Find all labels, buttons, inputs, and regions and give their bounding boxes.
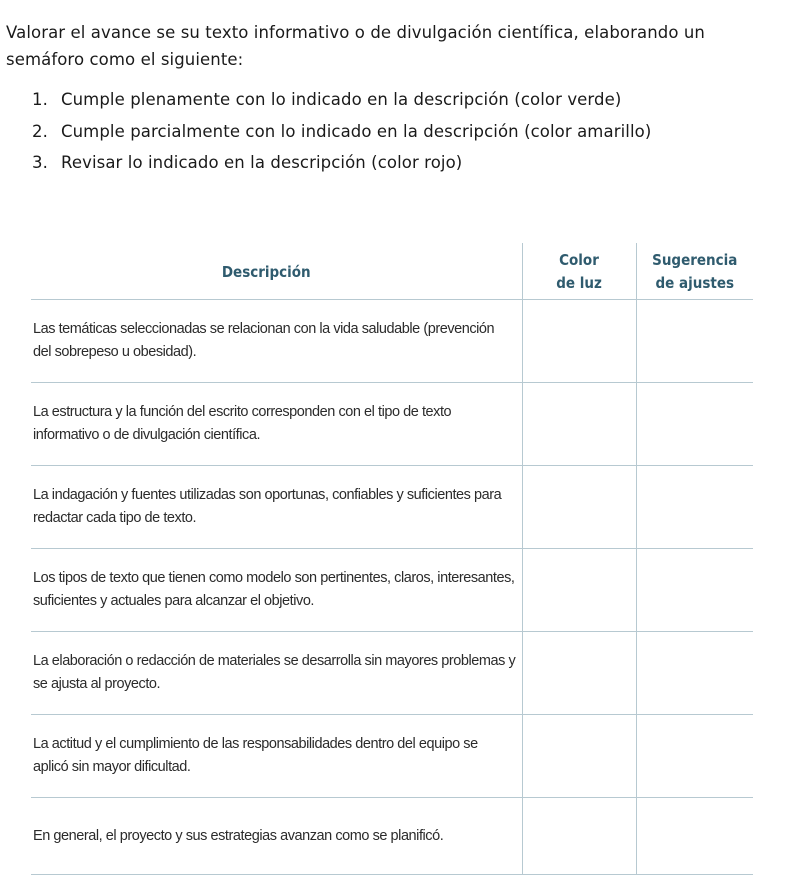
table-row bbox=[31, 383, 753, 466]
color-cell[interactable] bbox=[522, 466, 636, 549]
header-description: Descripción bbox=[31, 243, 522, 300]
rubric-table bbox=[31, 243, 753, 875]
row-description: En general, el proyecto y sus estrategias avanzan como se planificó. bbox=[31, 798, 522, 875]
row-description: Los tipos de texto que tienen como modelo son pertinentes, claros, interesantes, suficientes y actuales para alcanzar el objetivo. bbox=[31, 549, 522, 632]
criteria-item bbox=[6, 116, 786, 148]
suggestion-cell[interactable] bbox=[636, 383, 753, 466]
table-row bbox=[31, 549, 753, 632]
table-row bbox=[31, 300, 753, 383]
color-cell[interactable] bbox=[522, 715, 636, 798]
suggestion-cell[interactable] bbox=[636, 466, 753, 549]
criteria-number: 2. bbox=[32, 121, 48, 141]
row-description: La actitud y el cumplimiento de las responsabilidades dentro del equipo se aplicó sin mayor dificultad. bbox=[31, 715, 522, 798]
table-row bbox=[31, 715, 753, 798]
suggestion-cell[interactable] bbox=[636, 798, 753, 875]
criteria-number: 1. bbox=[32, 90, 48, 109]
color-cell[interactable] bbox=[522, 798, 636, 875]
color-cell[interactable] bbox=[522, 549, 636, 632]
row-description: La elaboración o redacción de materiales se desarrolla sin mayores problemas y se ajusta al proyecto. bbox=[31, 632, 522, 715]
color-cell[interactable] bbox=[522, 383, 636, 466]
color-cell[interactable] bbox=[522, 300, 636, 383]
instructions-block bbox=[6, 19, 786, 179]
criteria-item bbox=[6, 84, 786, 116]
traffic-light-criteria-list bbox=[6, 84, 786, 179]
row-description: La estructura y la función del escrito corresponden con el tipo de texto informativo o de divulgación científica. bbox=[31, 383, 522, 466]
instructions-intro: Valorar el avance se su texto informativo o de divulgación científica, elaborando un semáforo como el siguiente: bbox=[6, 23, 705, 69]
header-suggestion-line1: Sugerencia bbox=[652, 251, 738, 269]
color-cell[interactable] bbox=[522, 632, 636, 715]
header-color bbox=[522, 243, 636, 300]
suggestion-cell[interactable] bbox=[636, 632, 753, 715]
table-row bbox=[31, 466, 753, 549]
row-description: Las temáticas seleccionadas se relacionan con la vida saludable (prevención del sobrepeso u obesidad). bbox=[31, 300, 522, 383]
table-row bbox=[31, 798, 753, 875]
criteria-text: Revisar lo indicado en la descripción (color rojo) bbox=[61, 153, 463, 172]
suggestion-cell[interactable] bbox=[636, 715, 753, 798]
row-description: La indagación y fuentes utilizadas son oportunas, confiables y suficientes para redactar cada tipo de texto. bbox=[31, 466, 522, 549]
criteria-number: 3. bbox=[32, 153, 48, 172]
header-suggestion-line2: de ajustes bbox=[655, 274, 735, 292]
header-color-line2: de luz bbox=[556, 274, 602, 292]
suggestion-cell[interactable] bbox=[636, 549, 753, 632]
criteria-text: Cumple plenamente con lo indicado en la descripción (color verde) bbox=[61, 90, 622, 109]
criteria-text: Cumple parcialmente con lo indicado en la descripción (color amarillo) bbox=[61, 121, 652, 141]
table-header-row bbox=[31, 243, 753, 300]
table-row bbox=[31, 632, 753, 715]
criteria-item bbox=[6, 147, 786, 179]
traffic-light-rubric bbox=[31, 243, 753, 875]
header-color-line1: Color bbox=[559, 251, 599, 269]
suggestion-cell[interactable] bbox=[636, 300, 753, 383]
header-suggestion bbox=[636, 243, 753, 300]
